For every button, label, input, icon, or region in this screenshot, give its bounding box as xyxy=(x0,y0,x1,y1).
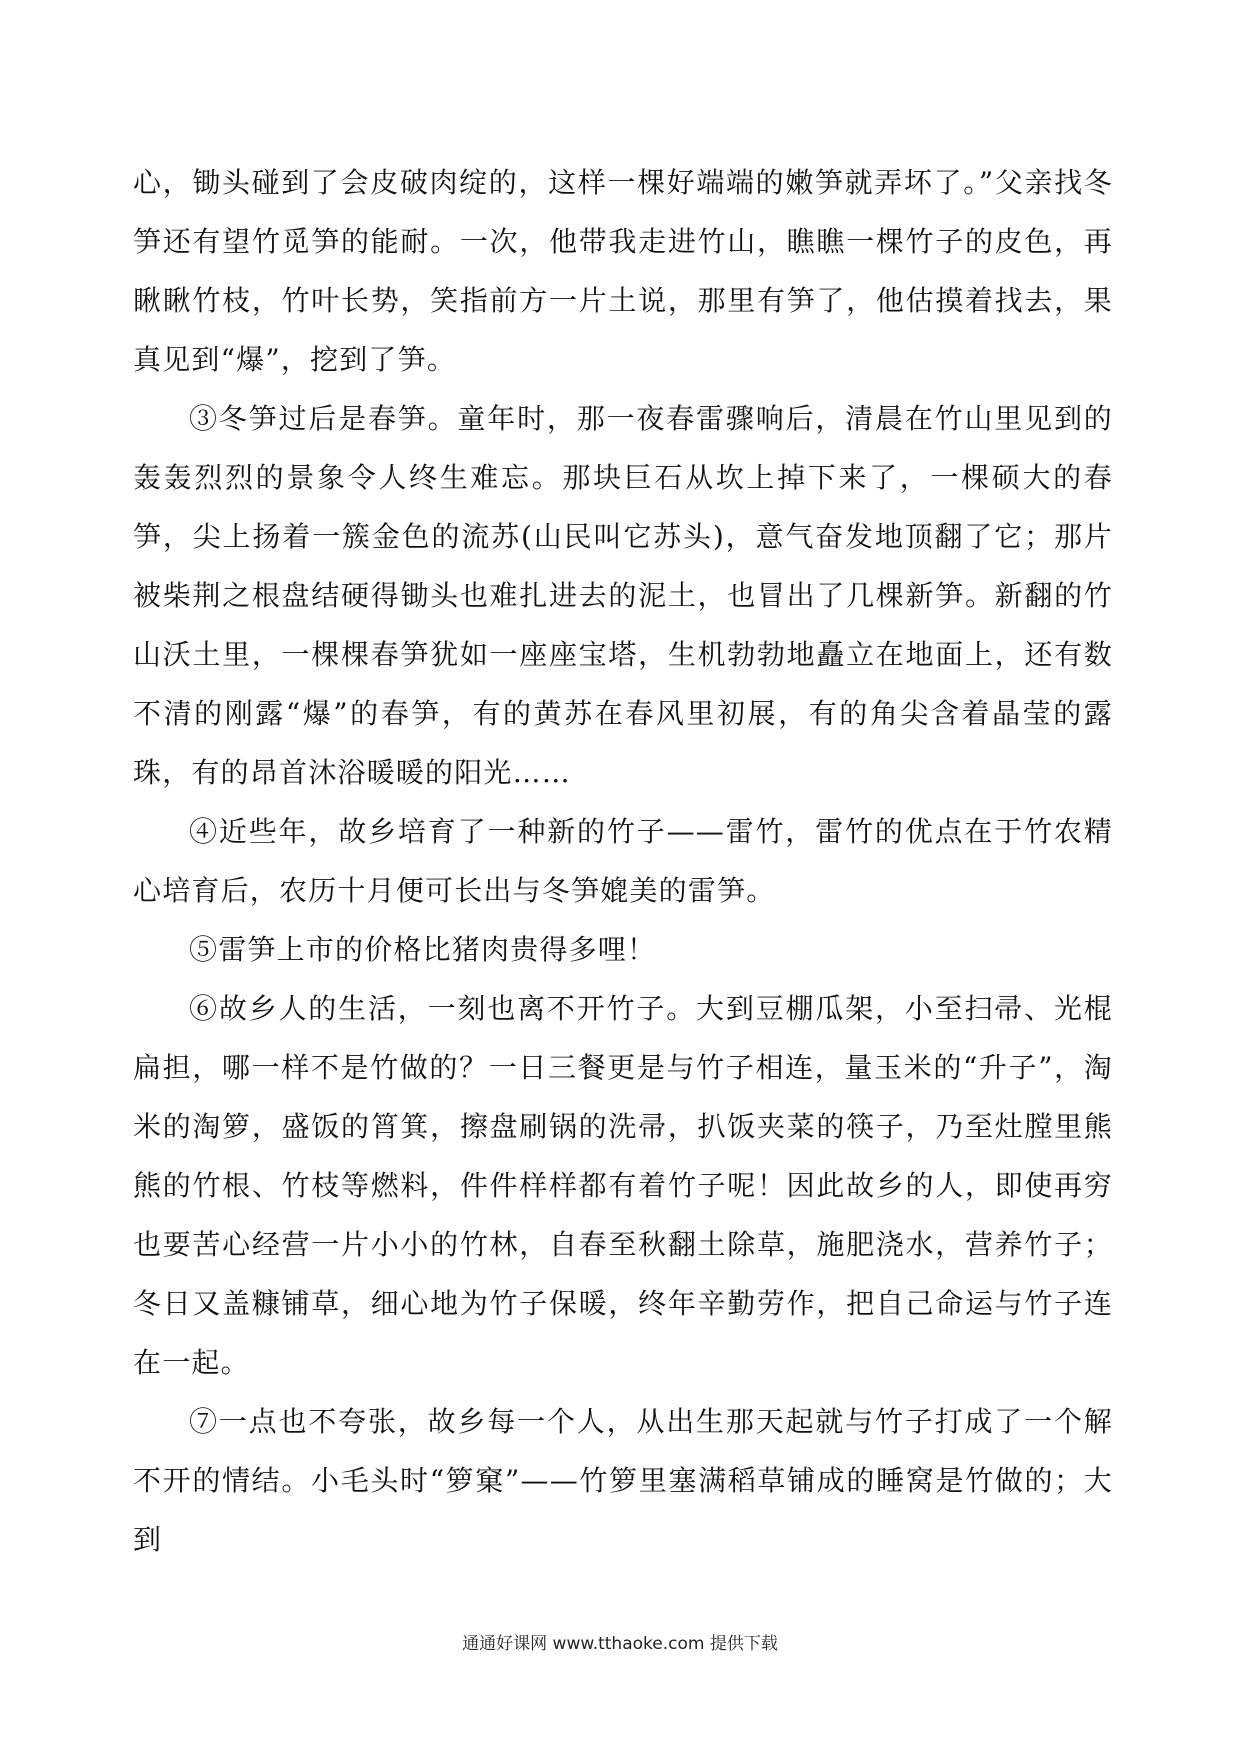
paragraph-6: ⑥故乡人的生活，一刻也离不开竹子。大到豆棚瓜架，小至扫帚、光棍扁担，哪一样不是竹做的？一日三餐更是与竹子相连，量玉米的“升子”，淘米的淘箩，盛饭的筲箕，擦盘刷锅的洗帚，扒饭夹菜的筷子，乃至灶膛里熊熊的竹根、竹枝等燃料，件件样样都有着竹子呢！因此故乡的人，即使再穷也要苦心经营一片小小的竹林，自春至秋翻土除草，施肥浇水，营养竹子；冬日又盖糠铺草，细心地为竹子保暖，终年辛勤劳作，把自己命运与竹子连在一起。 xyxy=(133,992,1113,1379)
paragraph-continuation: 心，锄头碰到了会皮破肉绽的，这样一棵好端端的嫩笋就弄坏了。”父亲找冬笋还有望竹觅笋的能耐。一次，他带我走进竹山，瞧瞧一棵竹子的皮色，再瞅瞅竹枝，竹叶长势，笑指前方一片土说，那里有笋了，他估摸着找去，果真见到“爆”，挖到了笋。 xyxy=(133,166,1113,376)
paragraph-5: ⑤雷笋上市的价格比猪肉贵得多哩！ xyxy=(189,933,657,966)
paragraph-7: ⑦一点也不夸张，故乡每一个人，从出生那天起就与竹子打成了一个解不开的情结。小毛头时“箩窠”——竹箩里塞满稻草铺成的睡窝是竹做的；大到 xyxy=(133,1405,1113,1556)
page-footer: 通通好课网 www.tthaoke.com 提供下载 xyxy=(462,1634,778,1654)
paragraph-3: ③冬笋过后是春笋。童年时，那一夜春雷骤响后，清晨在竹山里见到的轰轰烈烈的景象令人终生难忘。那块巨石从坎上掉下来了，一棵硕大的春笋，尖上扬着一簇金色的流苏(山民叫它苏头)，意气奋发地顶翻了它；那片被柴荆之根盘结硬得锄头也难扎进去的泥土，也冒出了几棵新笋。新翻的竹山沃土里，一棵棵春笋犹如一座座宝塔，生机勃勃地矗立在地面上，还有数不清的刚露“爆”的春笋，有的黄苏在春风里初展，有的角尖含着晶莹的露珠，有的昂首沐浴暖暖的阳光…… xyxy=(133,402,1113,789)
article-body xyxy=(133,153,1113,1569)
paragraph-4: ④近些年，故乡培育了一种新的竹子——雷竹，雷竹的优点在于竹农精心培育后，农历十月便可长出与冬笋媲美的雷笋。 xyxy=(133,815,1113,907)
